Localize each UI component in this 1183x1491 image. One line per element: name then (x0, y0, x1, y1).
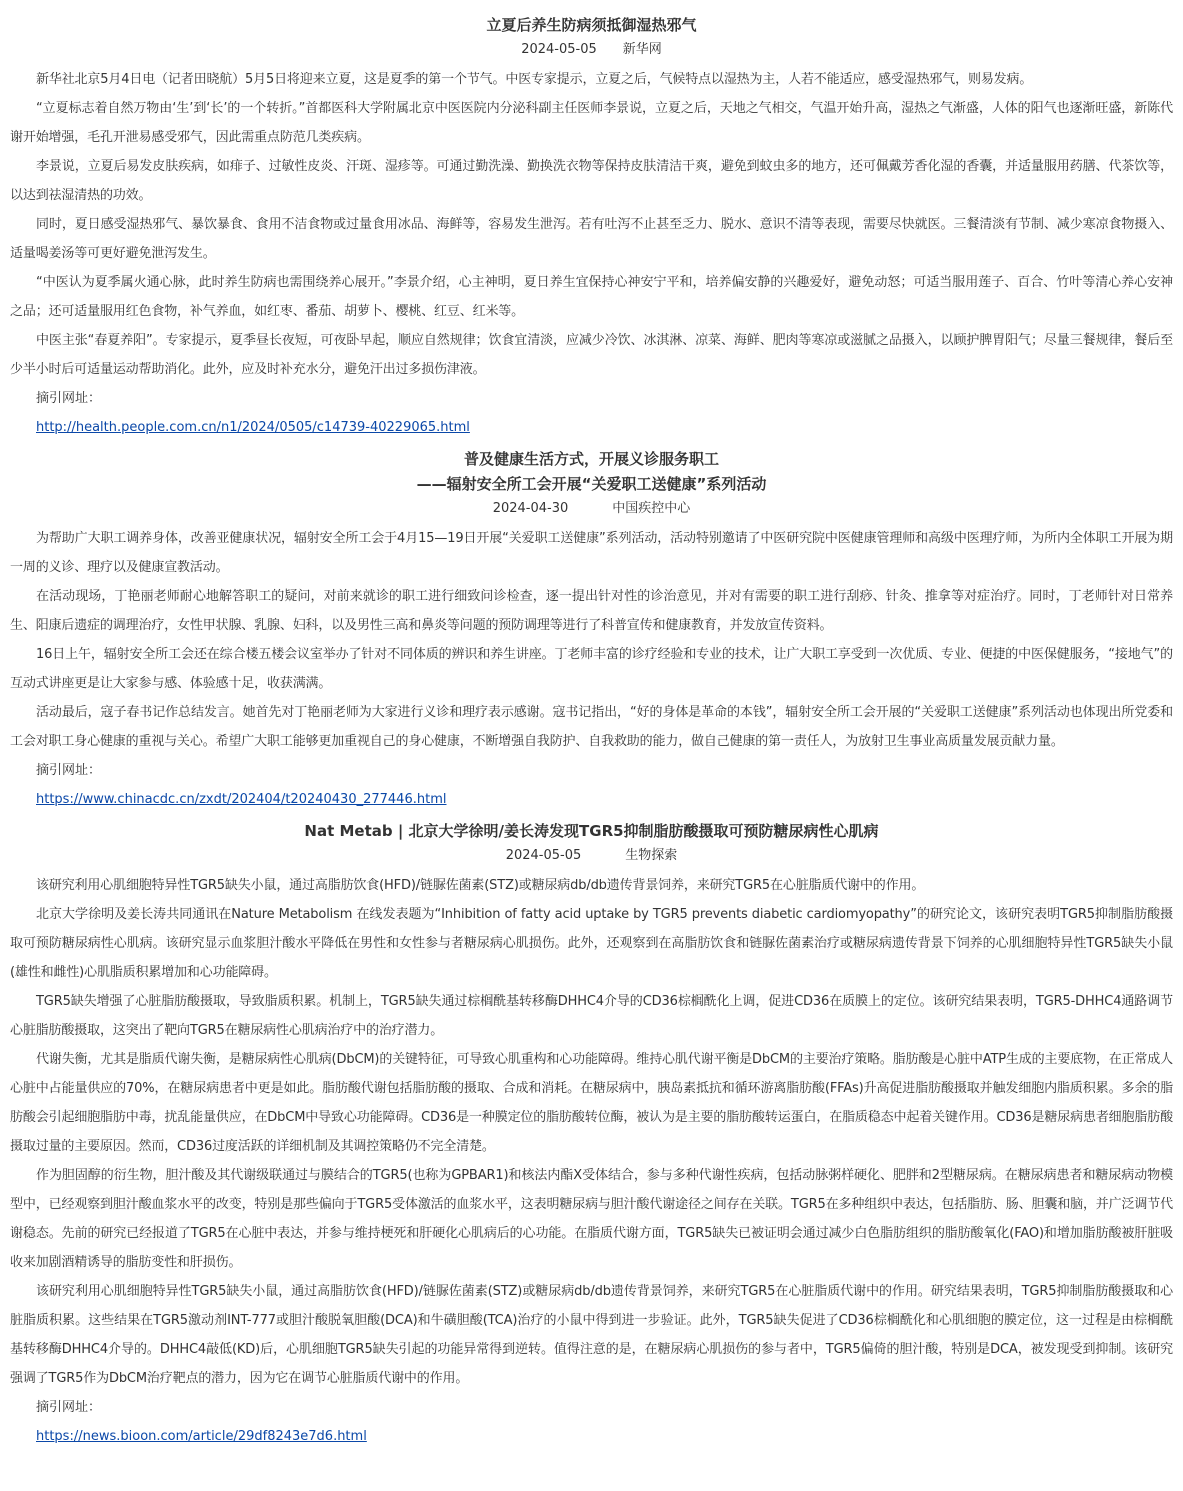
article-paragraph: 新华社北京5月4日电（记者田晓航）5月5日将迎来立夏，这是夏季的第一个节气。中医专家提示，立夏之后，气候特点以湿热为主，人若不能适应，感受湿热邪气，则易发病。 (36, 72, 1033, 87)
article-paragraph: 北京大学徐明及姜长涛共同通讯在Nature Metabolism 在线发表题为“Inhibition of fatty acid uptake by TGR5 prevents diabetic cardiomyopathy”的研究论文，该研究表明TGR5抑制脂肪酸摄取可预防糖尿病性心肌病。该研究显示血浆胆汁酸水平降低在男性和女性参与者糖尿病心肌损伤。此外，还观察到在高脂肪饮食和链脲佐菌素治疗或糖尿病遗传背景下饲养的心肌细胞特异性TGR5缺失小鼠(雄性和雌性)心肌脂质积累增加和心功能障碍。 (10, 907, 1173, 980)
article-meta (10, 846, 1173, 866)
article-title: 立夏后养生防病须抵御湿热邪气 (486, 16, 697, 34)
article-paragraph: TGR5缺失增强了心脏脂肪酸摄取，导致脂质积累。机制上，TGR5缺失通过棕榈酰基转移酶DHHC4介导的CD36棕榈酰化上调，促进CD36在质膜上的定位。该研究结果表明，TGR5-DHHC4通路调节心脏脂肪酸摄取，这突出了靶向TGR5在糖尿病性心肌病治疗中的治疗潜力。 (10, 994, 1173, 1038)
article-paragraph: 中医主张“春夏养阳”。专家提示，夏季昼长夜短，可夜卧早起，顺应自然规律；饮食宜清淡，应减少冷饮、冰淇淋、凉菜、海鲜、肥肉等寒凉或滋腻之品摄入，以顾护脾胃阳气；尽量三餐规律，餐后至少半小时后可适量运动帮助消化。此外，应及时补充水分，避免汗出过多损伤津液。 (10, 333, 1173, 377)
reference-link[interactable]: https://www.chinacdc.cn/zxdt/202404/t20240430_277446.html (36, 792, 447, 807)
article-paragraph: 活动最后，寇子春书记作总结发言。她首先对丁艳丽老师为大家进行义诊和理疗表示感谢。寇书记指出，“好的身体是革命的本钱”，辐射安全所工会开展的“关爱职工送健康”系列活动也体现出所党委和工会对职工身心健康的重视与关心。希望广大职工能够更加重视自己的身心健康，不断增强自我防护、自我救助的能力，做自己健康的第一责任人，为放射卫生事业高质量发展贡献力量。 (10, 705, 1173, 749)
article-paragraph: 为帮助广大职工调养身体，改善亚健康状况，辐射安全所工会于4月15—19日开展“关爱职工送健康”系列活动，活动特别邀请了中医研究院中医健康管理师和高级中医理疗师，为所内全体职工开展为期一周的义诊、理疗以及健康宣教活动。 (10, 531, 1173, 575)
article-date: 2024-05-05 (505, 848, 582, 863)
reference-label: 摘引网址： (36, 763, 102, 778)
article-paragraph: 同时，夏日感受湿热邪气、暴饮暴食、食用不洁食物或过量食用冰品、海鲜等，容易发生泄泻。若有吐泻不止甚至乏力、脱水、意识不清等表现，需要尽快就医。三餐清淡有节制、减少寒凉食物摄入、适量喝姜汤等可更好避免泄泻发生。 (10, 217, 1173, 261)
article-meta (10, 40, 1173, 60)
article-title: 普及健康生活方式，开展义诊服务职工 (463, 450, 719, 468)
article-subtitle: ——辐射安全所工会开展“关爱职工送健康”系列活动 (416, 475, 767, 493)
article-paragraph: 该研究利用心肌细胞特异性TGR5缺失小鼠，通过高脂肪饮食(HFD)/链脲佐菌素(STZ)或糖尿病db/db遗传背景饲养，来研究TGR5在心脏脂质代谢中的作用。 (36, 878, 925, 893)
article-paragraph: 该研究利用心肌细胞特异性TGR5缺失小鼠，通过高脂肪饮食(HFD)/链脲佐菌素(STZ)或糖尿病db/db遗传背景饲养，来研究TGR5在心脏脂质代谢中的作用。研究结果表明，TGR5抑制脂肪酸摄取和心脏脂质积累。这些结果在TGR5激动剂INT-777或胆汁酸脱氧胆酸(DCA)和牛磺胆酸(TCA)治疗的小鼠中得到进一步验证。此外，TGR5缺失促进了CD36棕榈酰化和心肌细胞的膜定位，这一过程是由棕榈酰基转移酶DHHC4介导的。DHHC4敲低(KD)后，心肌细胞TGR5缺失引起的功能异常得到逆转。值得注意的是，在糖尿病心肌损伤的参与者中，TGR5偏倚的胆汁酸，特别是DCA，被发现受到抑制。该研究强调了TGR5作为DbCM治疗靶点的潜力，因为它在调节心脏脂质代谢中的作用。 (10, 1284, 1173, 1386)
article-paragraph: 在活动现场，丁艳丽老师耐心地解答职工的疑问，对前来就诊的职工进行细致问诊检查，逐一提出针对性的诊治意见，并对有需要的职工进行刮痧、针灸、推拿等对症治疗。同时，丁老师针对日常养生、阳康后遗症的调理治疗，女性甲状腺、乳腺、妇科，以及男性三高和鼻炎等问题的预防调理等进行了科普宣传和健康教育，并发放宣传资料。 (10, 589, 1173, 633)
article-paragraph: 作为胆固醇的衍生物，胆汁酸及其代谢级联通过与膜结合的TGR5(也称为GPBAR1)和核法内酯X受体结合，参与多种代谢性疾病，包括动脉粥样硬化、肥胖和2型糖尿病。在糖尿病患者和糖尿病动物模型中，已经观察到胆汁酸血浆水平的改变，特别是那些偏向于TGR5受体激活的血浆水平，这表明糖尿病与胆汁酸代谢途径之间存在关联。TGR5在多种组织中表达，包括脂肪、肠、胆囊和脑，并广泛调节代谢稳态。先前的研究已经报道了TGR5在心脏中表达，并参与维持梗死和肝硬化心肌病后的心功能。在脂质代谢方面，TGR5缺失已被证明会通过减少白色脂肪组织的脂肪酸氧化(FAO)和增加脂肪酸被肝脏吸收来加剧酒精诱导的脂肪变性和肝损伤。 (10, 1168, 1173, 1270)
reference-label: 摘引网址： (36, 1400, 102, 1415)
article-1 (10, 15, 1173, 442)
article-3 (10, 821, 1173, 1451)
reference-link[interactable]: https://news.bioon.com/article/29df8243e7d6.html (36, 1429, 367, 1444)
article-title: Nat Metab | 北京大学徐明/姜长涛发现TGR5抑制脂肪酸摄取可预防糖尿病性心肌病 (304, 822, 879, 840)
article-source: 新华网 (622, 42, 662, 57)
article-paragraph: “立夏标志着自然万物由‘生’到‘长’的一个转折。”首都医科大学附属北京中医医院内分泌科副主任医师李景说，立夏之后，天地之气相交，气温开始升高，湿热之气渐盛，人体的阳气也逐渐旺盛，新陈代谢开始增强，毛孔开泄易感受邪气，因此需重点防范几类疾病。 (10, 101, 1173, 145)
article-paragraph: 李景说，立夏后易发皮肤疾病，如痱子、过敏性皮炎、汗斑、湿疹等。可通过勤洗澡、勤换洗衣物等保持皮肤清洁干爽，避免到蚊虫多的地方，还可佩戴芳香化湿的香囊，并适量服用药膳、代茶饮等，以达到祛湿清热的功效。 (10, 159, 1173, 203)
article-paragraph: 16日上午，辐射安全所工会还在综合楼五楼会议室举办了针对不同体质的辨识和养生讲座。丁老师丰富的诊疗经验和专业的技术，让广大职工享受到一次优质、专业、便捷的中医保健服务，“接地气”的互动式讲座更是让大家参与感、体验感十足，收获满满。 (10, 647, 1173, 691)
reference-label: 摘引网址： (36, 391, 102, 406)
article-date: 2024-05-05 (521, 42, 597, 57)
reference-link[interactable]: http://health.people.com.cn/n1/2024/0505/c14739-40229065.html (36, 420, 470, 435)
article-paragraph: “中医认为夏季属火通心脉，此时养生防病也需围绕养心展开。”李景介绍，心主神明，夏日养生宜保持心神安宁平和，培养偏安静的兴趣爱好，避免动怒；可适当服用莲子、百合、竹叶等清心养心安神之品；还可适量服用红色食物，补气养血，如红枣、番茄、胡萝卜、樱桃、红豆、红米等。 (10, 275, 1173, 319)
article-2 (10, 449, 1173, 814)
article-meta (10, 499, 1173, 519)
article-source: 中国疾控中心 (612, 501, 691, 516)
article-paragraph: 代谢失衡，尤其是脂质代谢失衡，是糖尿病性心肌病(DbCM)的关键特征，可导致心肌重构和心功能障碍。维持心肌代谢平衡是DbCM的主要治疗策略。脂肪酸是心脏中ATP生成的主要底物，在正常成人心脏中占能量供应的70%，在糖尿病患者中更是如此。脂肪酸代谢包括脂肪酸的摄取、合成和消耗。在糖尿病中，胰岛素抵抗和循环游离脂肪酸(FFAs)升高促进脂肪酸摄取并触发细胞内脂质积累。多余的脂肪酸会引起细胞脂肪中毒，扰乱能量供应，在DbCM中导致心功能障碍。CD36是一种膜定位的脂肪酸转位酶，被认为是主要的脂肪酸转运蛋白，在脂质稳态中起着关键作用。CD36是糖尿病患者细胞脂肪酸摄取过量的主要原因。然而，CD36过度活跃的详细机制及其调控策略仍不完全清楚。 (10, 1052, 1173, 1154)
article-source: 生物探索 (625, 848, 678, 863)
article-date: 2024-04-30 (492, 501, 569, 516)
